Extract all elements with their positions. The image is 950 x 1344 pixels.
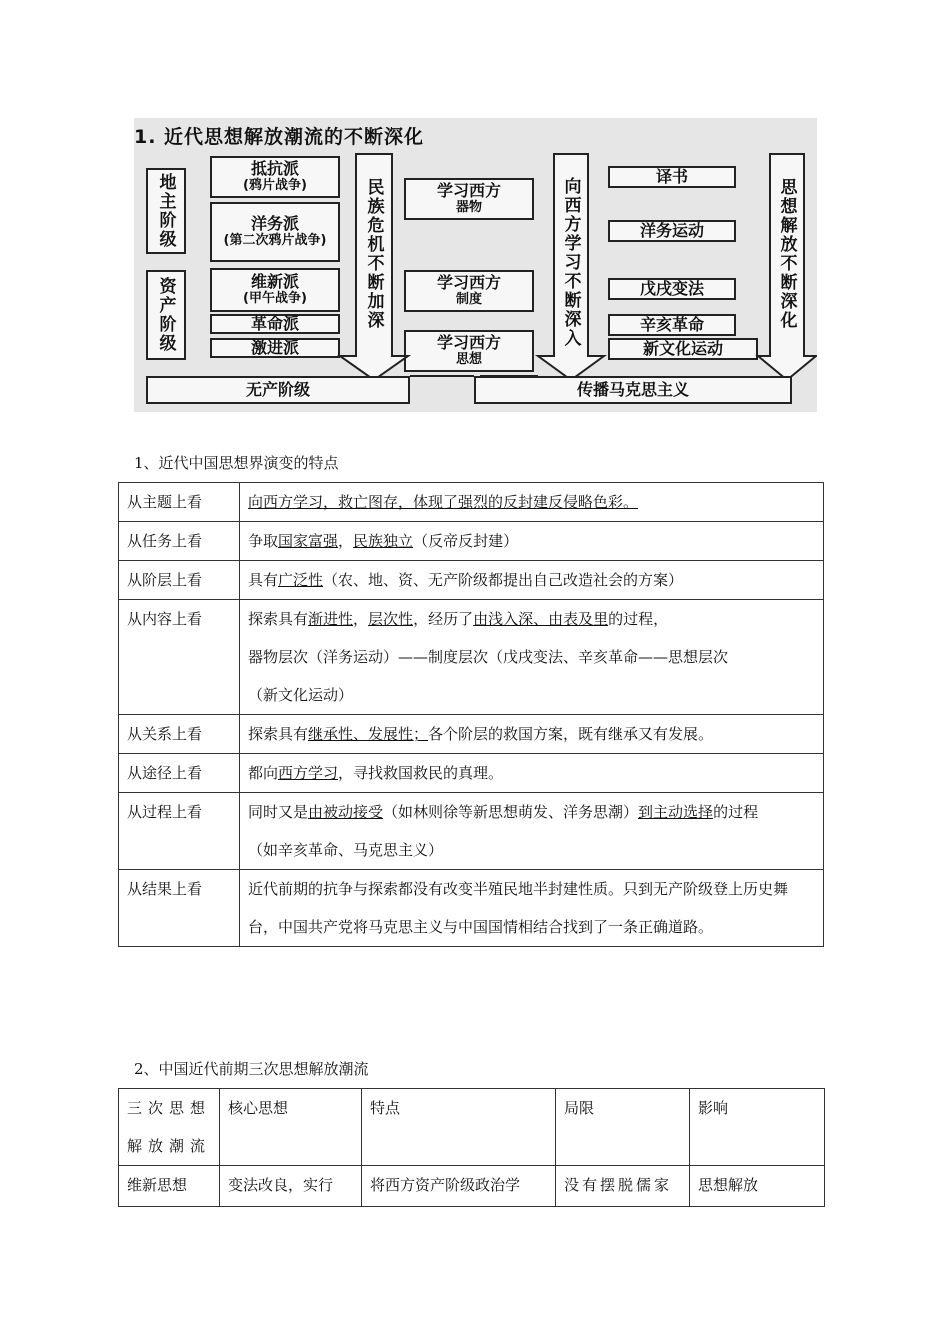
row-content: 探索具有渐进性，层次性，经历了由浅入深、由表及里的过程， 器物层次（洋务运动）——制度层次（戊戌变法、辛亥革命——思想层次 （新文化运动） xyxy=(240,600,824,715)
table-cell: 维新思想 xyxy=(119,1166,220,1207)
liberation-trends-table xyxy=(118,1088,825,1207)
faction-name: 洋务派 xyxy=(250,214,299,234)
table-row xyxy=(119,1166,825,1207)
row-content: 具有广泛性（农、地、资、无产阶级都提出自己改造社会的方案） xyxy=(240,561,824,600)
liberation-label: 思想解放不断深化 xyxy=(776,178,797,330)
row-label: 从途径上看 xyxy=(119,754,240,793)
row-label: 从过程上看 xyxy=(119,793,240,870)
faction-war: (鸦片战争) xyxy=(243,177,307,193)
faction-name: 激进派 xyxy=(250,337,299,357)
faction-name: 革命派 xyxy=(250,313,299,333)
header-cell xyxy=(119,1089,220,1166)
learn-level: 器物 xyxy=(455,199,482,215)
marxism-label: 传播马克思主义 xyxy=(576,379,689,399)
row-content: 都向西方学习，寻找救国救民的真理。 xyxy=(240,754,824,793)
event-label: 洋务运动 xyxy=(639,220,704,240)
row-content: 同时又是由被动接受（如林则徐等新思想萌发、洋务思潮）到主动选择的过程 （如辛亥革命、马克思主义） xyxy=(240,793,824,870)
characteristics-table xyxy=(118,482,824,947)
row-content: 争取国家富强，民族独立（反帝反封建） xyxy=(240,522,824,561)
section1-heading: 1、近代中国思想界演变的特点 xyxy=(134,454,339,472)
learn-label: 学习西方 xyxy=(436,333,501,353)
landlord-class-box: 地主阶级 xyxy=(146,168,186,254)
table-header-row xyxy=(119,1089,825,1166)
faction-war: (甲午战争) xyxy=(243,290,307,306)
bourgeois-class-box: 资产阶级 xyxy=(146,270,186,360)
section2-heading: 2、中国近代前期三次思想解放潮流 xyxy=(134,1060,369,1078)
diagram-title: 1. 近代思想解放潮流的不断深化 xyxy=(134,126,425,148)
learn-level: 制度 xyxy=(455,291,482,307)
diagram-arrows xyxy=(134,118,817,412)
table-row xyxy=(119,483,824,522)
deepen-label: 向西方学习不断深入 xyxy=(560,176,581,348)
header-label: 三次思想解放潮流 xyxy=(127,1099,212,1155)
event-label: 新文化运动 xyxy=(642,338,723,358)
header-cell: 核心思想 xyxy=(220,1089,362,1166)
event-label: 戊戌变法 xyxy=(639,278,704,298)
table-cell: 变法改良，实行 xyxy=(220,1166,362,1207)
row-content: 近代前期的抗争与探索都没有改变半殖民地半封建性质。只到无产阶级登上历史舞台，中国共产党将马克思主义与中国国情相结合找到了一条正确道路。 xyxy=(240,870,824,947)
row-label: 从阶层上看 xyxy=(119,561,240,600)
event-label: 辛亥革命 xyxy=(639,314,704,334)
table-cell: 将西方资产阶级政治学 xyxy=(362,1166,556,1207)
faction-name: 维新派 xyxy=(250,272,299,292)
table-cell: 思想解放 xyxy=(690,1166,825,1207)
header-cell: 特点 xyxy=(362,1089,556,1166)
learn-label: 学习西方 xyxy=(436,181,501,201)
event-label: 译书 xyxy=(655,166,688,186)
row-label: 从关系上看 xyxy=(119,715,240,754)
row-content: 探索具有继承性、发展性；各个阶层的救国方案，既有继承又有发展。 xyxy=(240,715,824,754)
proletariat-box xyxy=(146,376,410,404)
table-row xyxy=(119,522,824,561)
table-row xyxy=(119,561,824,600)
header-cell: 影响 xyxy=(690,1089,825,1166)
row-label: 从主题上看 xyxy=(119,483,240,522)
faction-name: 抵抗派 xyxy=(250,159,299,179)
marxism-box xyxy=(474,376,792,404)
table-row xyxy=(119,715,824,754)
table-row xyxy=(119,754,824,793)
table-cell: 没有摆脱儒家 xyxy=(556,1166,690,1207)
learn-label: 学习西方 xyxy=(436,273,501,293)
crisis-label: 民族危机不断加深 xyxy=(363,178,384,330)
proletariat-label: 无产阶级 xyxy=(245,379,310,399)
row-label: 从任务上看 xyxy=(119,522,240,561)
header-cell: 局限 xyxy=(556,1089,690,1166)
table-row xyxy=(119,600,824,715)
table-row xyxy=(119,870,824,947)
thought-liberation-diagram xyxy=(134,118,817,412)
row-label: 从结果上看 xyxy=(119,870,240,947)
learn-level: 思想 xyxy=(455,351,482,367)
row-label: 从内容上看 xyxy=(119,600,240,715)
table-row xyxy=(119,793,824,870)
row-content: 向西方学习，救亡图存，体现了强烈的反封建反侵略色彩。 xyxy=(240,483,824,522)
faction-war: (第二次鸦片战争) xyxy=(223,232,327,248)
